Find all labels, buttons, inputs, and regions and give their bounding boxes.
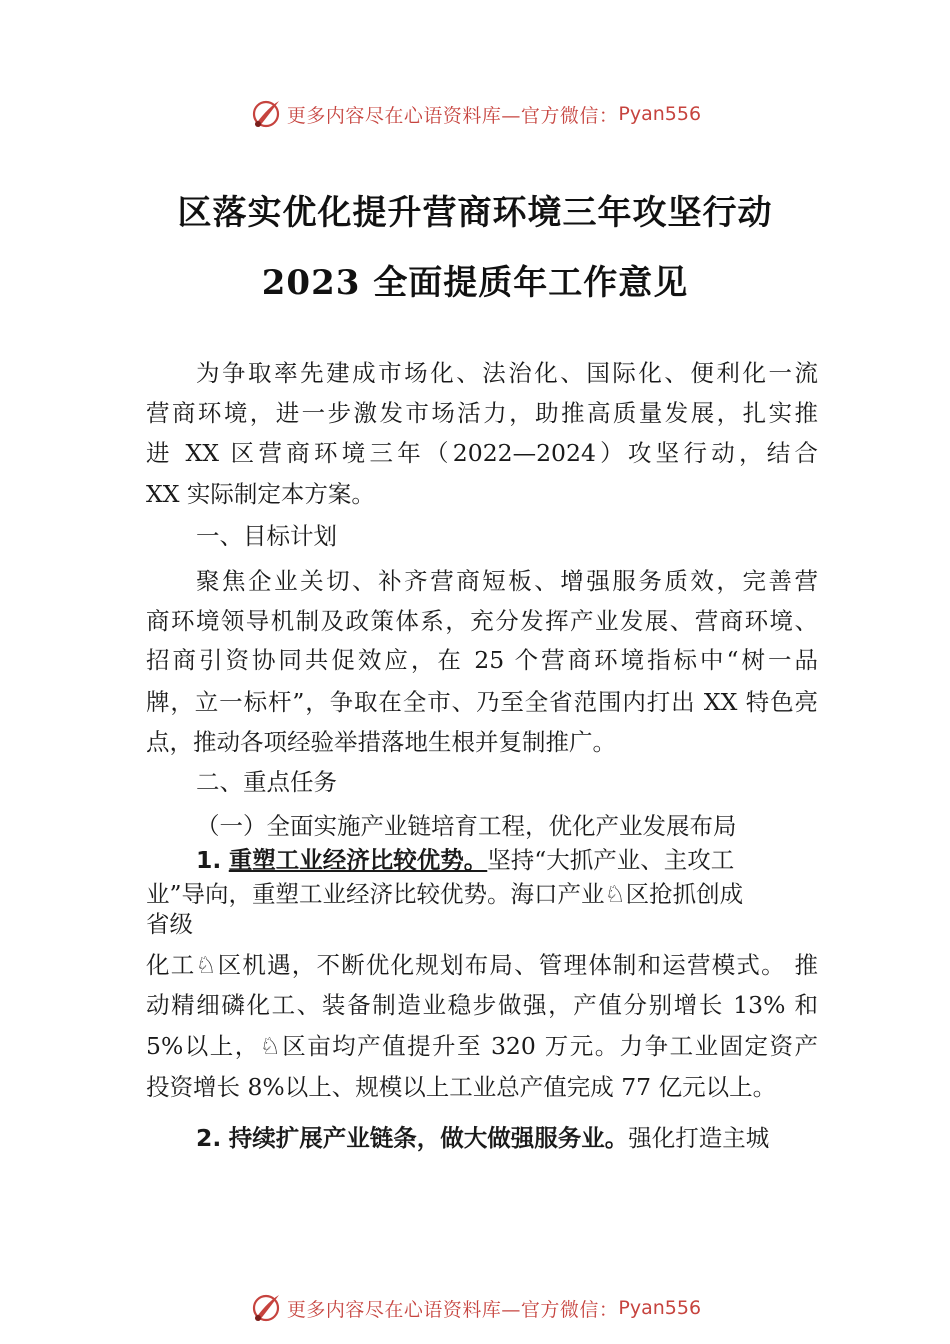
section-heading: 二、重点任务 [196,768,337,796]
page-title-line1: 区落实优化提升营商环境三年攻坚行动 [177,193,773,233]
item2-first-line [196,1121,818,1155]
banner-text: 更多内容尽在心语资料库—官方微信： [286,104,619,127]
paragraph-line: 营商环境，进一步激发市场活力，助推高质量发展，扎实推 [146,399,818,427]
paragraph-line: 进 XX 区营商环境三年（2022—2024）攻坚行动，结合 [146,439,818,467]
item2-text: 强化打造主城 [628,1124,770,1152]
section-heading: 一、目标计划 [196,522,337,550]
brush-logo-icon [249,1291,283,1325]
banner-text: 更多内容尽在心语资料库—官方微信： [286,1298,619,1321]
banner-wechat-id: Pyan556 [618,103,702,125]
header-banner [0,94,950,134]
paragraph-line: XX 实际制定本方案。 [146,480,375,508]
page-title-line2: 2023 全面提质年工作意见 [261,263,689,303]
paragraph-line: 为争取率先建成市场化、法治化、国际化、便利化一流 [196,359,818,387]
item1-number: 1. [196,846,222,874]
paragraph-line: 商环境领导机制及政策体系，充分发挥产业发展、营商环境、 [146,607,818,635]
footer-banner [0,1288,950,1328]
paragraph-line: 点，推动各项经验举措落地生根并复制推广。 [146,728,616,756]
item2-heading: 持续扩展产业链条，做大做强服务业。 [228,1124,629,1152]
banner-wechat-id: Pyan556 [618,1297,702,1319]
subsection-heading: （一）全面实施产业链培育工程，优化产业发展布局 [196,812,737,840]
paragraph-line: 省级 [146,910,193,938]
paragraph-line: 业”导向，重塑工业经济比较优势。海口产业♘区抢抓创成 [146,880,744,908]
brush-logo-icon [249,97,283,131]
paragraph-line: 动精细磷化工、装备制造业稳步做强，产值分别增长 13% 和 [146,991,818,1019]
item2-number: 2. [196,1124,222,1152]
paragraph-line: 投资增长 8%以上、规模以上工业总产值完成 77 亿元以上。 [146,1073,777,1101]
paragraph-line: 化工♘区机遇，不断优化规划布局、管理体制和运营模式。 推 [146,951,818,979]
item1-first-line [196,843,818,877]
item1-text: 坚持“大抓产业、主攻工 [487,846,735,874]
paragraph-line: 聚焦企业关切、补齐营商短板、增强服务质效，完善营 [196,567,818,595]
item1-heading: 重塑工业经济比较优势。 [228,846,488,874]
paragraph-line: 招商引资协同共促效应，在 25 个营商环境指标中“树一品 [146,646,818,674]
paragraph-line: 牌，立一标杆”，争取在全市、乃至全省范围内打出 XX 特色亮 [146,688,818,716]
paragraph-line: 5%以上，♘区亩均产值提升至 320 万元。力争工业固定资产 [146,1032,818,1060]
